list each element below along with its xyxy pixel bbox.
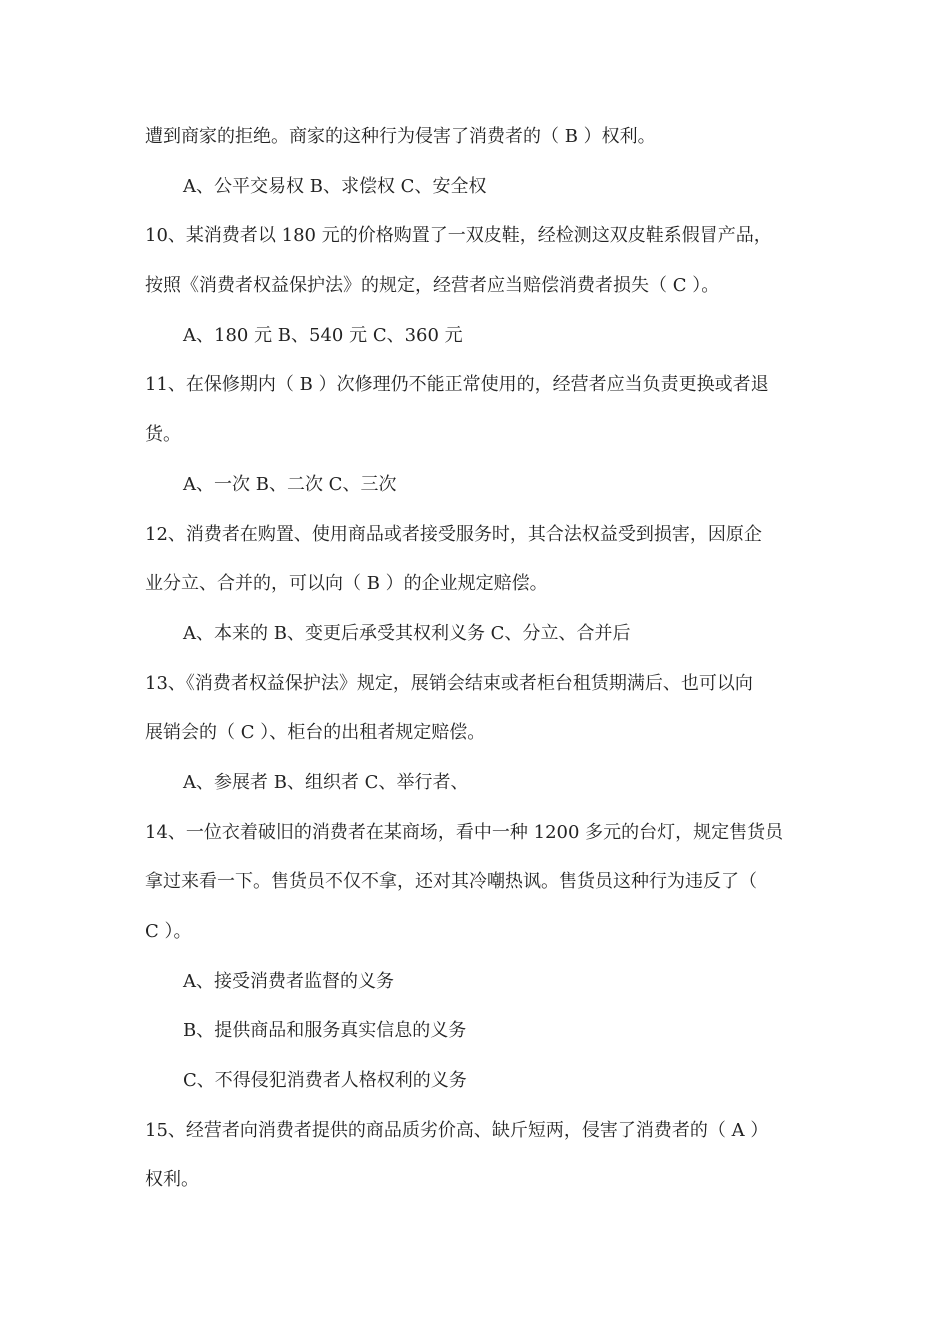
text-line: 拿过来看一下。售货员不仅不拿，还对其冷嘲热讽。售货员这种行为违反了（ <box>145 871 757 893</box>
answer-options: A、公平交易权 B、求偿权 C、安全权 <box>183 175 487 197</box>
text-line: 货。 <box>145 424 181 446</box>
text-line: 按照《消费者权益保护法》的规定，经营者应当赔偿消费者损失（ C ）。 <box>145 275 720 297</box>
question-13: 13、《消费者权益保护法》规定，展销会结束或者柜台租赁期满后、也可以向 <box>145 672 753 694</box>
text-line: C ）。 <box>145 921 192 942</box>
document-page <box>145 112 805 1205</box>
question-11: 11、在保修期内（ B ）次修理仍不能正常使用的，经营者应当负责更换或者退 <box>145 374 769 396</box>
question-14: 14、一位衣着破旧的消费者在某商场，看中一种 1200 多元的台灯，规定售货员 <box>145 821 784 843</box>
text-line: 权利。 <box>145 1169 199 1191</box>
question-12: 12、消费者在购置、使用商品或者接受服务时，其合法权益受到损害，因原企 <box>145 523 762 545</box>
answer-options: A、本来的 B、变更后承受其权利义务 C、分立、合并后 <box>183 622 631 644</box>
answer-options: A、参展者 B、组织者 C、举行者、 <box>183 771 469 793</box>
question-15: 15、经营者向消费者提供的商品质劣价高、缺斤短两，侵害了消费者的（ A ） <box>145 1119 769 1141</box>
answer-option-c: C、不得侵犯消费者人格权利的义务 <box>183 1070 467 1092</box>
text-line: 展销会的（ C ）、柜台的出租者规定赔偿。 <box>145 722 486 744</box>
text-line: 遭到商家的拒绝。商家的这种行为侵害了消费者的（ B ）权利。 <box>145 126 656 147</box>
text-line: 业分立、合并的，可以向（ B ）的企业规定赔偿。 <box>145 573 548 595</box>
answer-option-b: B、提供商品和服务真实信息的义务 <box>183 1020 467 1042</box>
answer-option-a: A、接受消费者监督的义务 <box>183 970 394 992</box>
question-10: 10、某消费者以 180 元的价格购置了一双皮鞋，经检测这双皮鞋系假冒产品， <box>145 225 772 247</box>
answer-options: A、180 元 B、540 元 C、360 元 <box>183 324 463 346</box>
answer-options: A、一次 B、二次 C、三次 <box>183 473 397 495</box>
